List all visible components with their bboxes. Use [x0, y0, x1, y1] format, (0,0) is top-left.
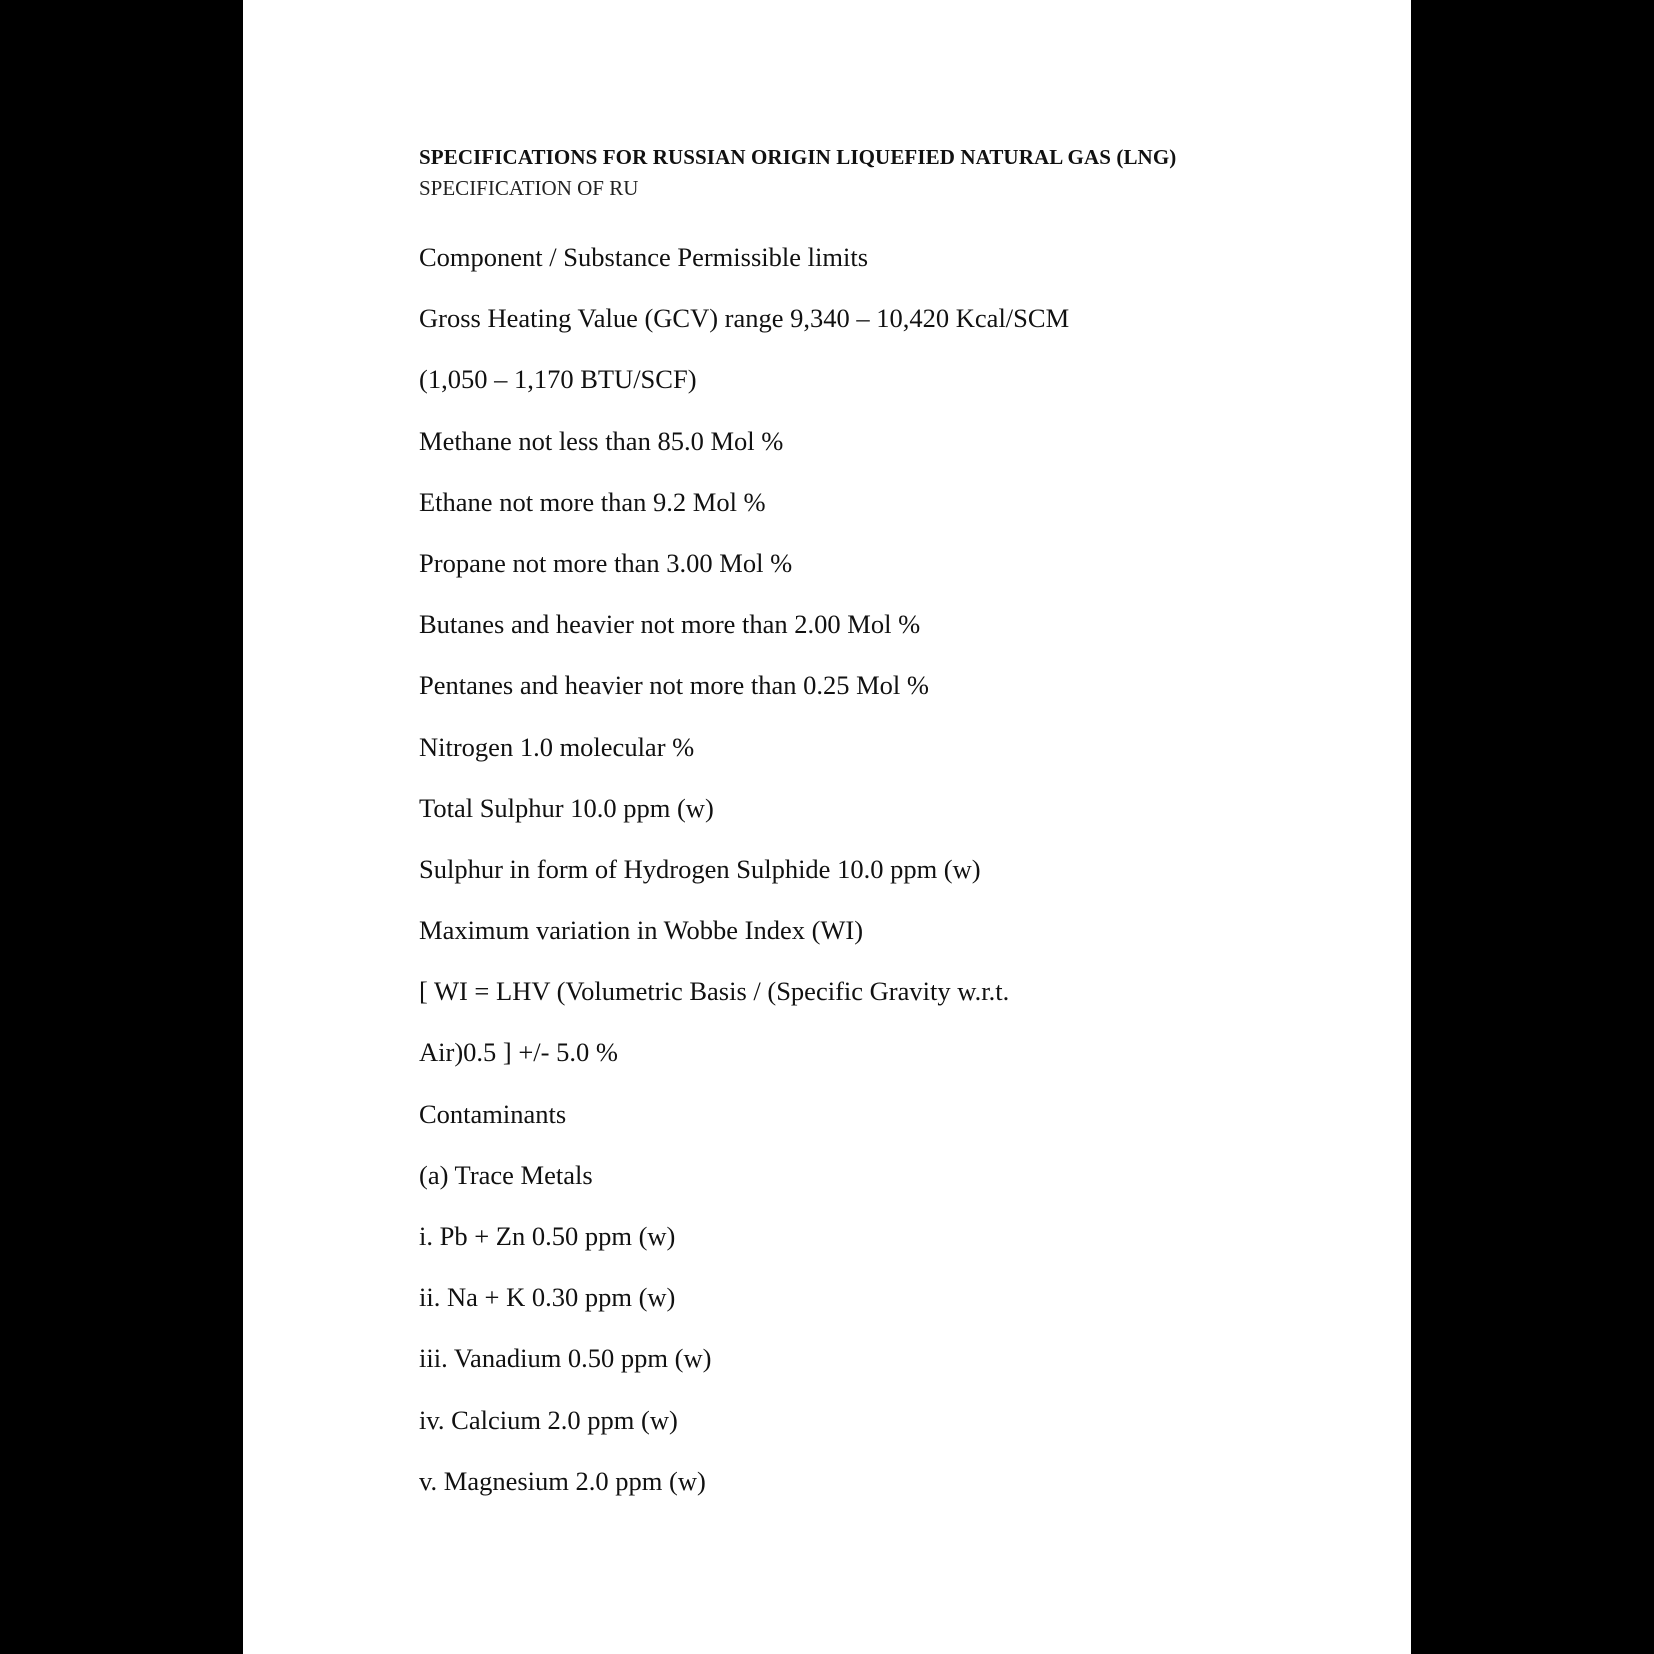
document-content [419, 142, 1319, 1525]
spec-line-calcium: iv. Calcium 2.0 ppm (w) [419, 1404, 678, 1435]
spec-line-gcv: Gross Heating Value (GCV) range 9,340 – 10,420 Kcal/SCM [419, 303, 1070, 334]
spec-line-pentanes: Pentanes and heavier not more than 0.25 Mol % [419, 670, 929, 701]
document-page [243, 0, 1411, 1654]
spec-line-header: Component / Substance Permissible limits [419, 242, 869, 272]
specification-list [419, 240, 1319, 1525]
spec-line-propane: Propane not more than 3.00 Mol % [419, 547, 793, 578]
document-subtitle: SPECIFICATION OF RU [419, 176, 639, 200]
spec-line-magnesium: v. Magnesium 2.0 ppm (w) [419, 1465, 706, 1496]
spec-line-wobbe-formula: [ WI = LHV (Volumetric Basis / (Specific Gravity w.r.t. [419, 976, 1010, 1007]
spec-line-na-k: ii. Na + K 0.30 ppm (w) [419, 1282, 676, 1313]
spec-line-nitrogen: Nitrogen 1.0 molecular % [419, 731, 695, 762]
spec-line-vanadium: iii. Vanadium 0.50 ppm (w) [419, 1343, 712, 1374]
spec-line-wobbe-index: Maximum variation in Wobbe Index (WI) [419, 915, 864, 946]
spec-line-gcv-btu: (1,050 – 1,170 BTU/SCF) [419, 364, 697, 395]
spec-line-butanes: Butanes and heavier not more than 2.00 Mol % [419, 609, 921, 640]
spec-line-pb-zn: i. Pb + Zn 0.50 ppm (w) [419, 1221, 676, 1251]
spec-line-hydrogen-sulphide: Sulphur in form of Hydrogen Sulphide 10.0 ppm (w) [419, 853, 981, 884]
spec-line-total-sulphur: Total Sulphur 10.0 ppm (w) [419, 792, 714, 823]
document-title: SPECIFICATIONS FOR RUSSIAN ORIGIN LIQUEFIED NATURAL GAS (LNG) [419, 145, 1177, 169]
spec-line-trace-metals: (a) Trace Metals [419, 1159, 593, 1190]
spec-line-ethane: Ethane not more than 9.2 Mol % [419, 486, 766, 517]
spec-line-wobbe-formula-cont: Air)0.5 ] +/- 5.0 % [419, 1037, 618, 1068]
spec-line-methane: Methane not less than 85.0 Mol % [419, 425, 784, 456]
spec-line-contaminants: Contaminants [419, 1098, 567, 1129]
